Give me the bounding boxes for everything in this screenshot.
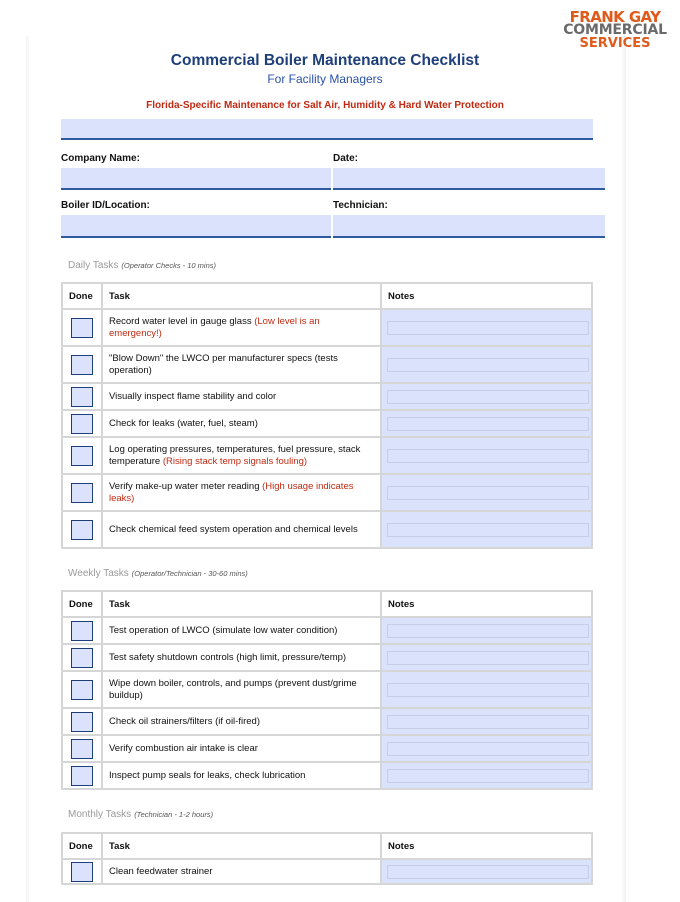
- done-checkbox[interactable]: [71, 387, 93, 407]
- task-cell: [102, 410, 381, 437]
- monthly-section-heading: [68, 809, 213, 820]
- company-name-field[interactable]: [61, 168, 331, 190]
- task-text: Clean feedwater strainer: [109, 865, 213, 877]
- task-text: Verify make-up water meter reading: [109, 480, 260, 492]
- florida-note: Florida-Specific Maintenance for Salt Air, Humidity & Hard Water Protection: [146, 100, 504, 111]
- notes-cell: [381, 346, 592, 383]
- date-label: Date:: [333, 153, 359, 164]
- notes-input[interactable]: [387, 390, 589, 404]
- done-cell: [62, 671, 102, 708]
- task-cell: [102, 511, 381, 548]
- task-row: [62, 671, 592, 708]
- task-cell: [102, 644, 381, 671]
- task-text: Visually inspect flame stability and color: [109, 390, 277, 402]
- task-cell: [102, 437, 381, 474]
- notes-cell: [381, 383, 592, 410]
- task-row: [62, 617, 592, 644]
- company-logo: [560, 8, 670, 51]
- notes-input[interactable]: [387, 449, 589, 463]
- done-checkbox[interactable]: [71, 712, 93, 732]
- done-checkbox[interactable]: [71, 621, 93, 641]
- technician-field[interactable]: [333, 215, 605, 238]
- task-text: "Blow Down" the LWCO per manufacturer specs (tests operation): [109, 352, 338, 376]
- task-cell: [102, 762, 381, 789]
- notes-input[interactable]: [387, 358, 589, 372]
- task-text: Verify combustion air intake is clear: [109, 742, 258, 754]
- task-cell: [102, 708, 381, 735]
- task-row: [62, 735, 592, 762]
- done-cell: [62, 708, 102, 735]
- done-cell: [62, 735, 102, 762]
- notes-cell: [381, 474, 592, 511]
- task-text: Record water level in gauge glass: [109, 315, 252, 327]
- notes-column-header: Notes: [381, 283, 592, 309]
- task-text: Log operating pressures, temperatures, fuel pressure, stack temperature: [109, 443, 361, 467]
- done-checkbox[interactable]: [71, 520, 93, 540]
- task-text: Test safety shutdown controls (high limit, pressure/temp): [109, 651, 347, 663]
- done-checkbox[interactable]: [71, 446, 93, 466]
- notes-cell: [381, 859, 592, 884]
- done-checkbox[interactable]: [71, 483, 93, 503]
- notes-input[interactable]: [387, 865, 589, 879]
- logo-line-3: SERVICES: [579, 36, 651, 51]
- daily-section-title: Daily Tasks: [68, 260, 119, 271]
- date-field[interactable]: [333, 168, 605, 190]
- daily-section-note: (Operator Checks - 10 mins): [121, 261, 217, 270]
- monthly-task-table: [61, 832, 593, 885]
- notes-cell: [381, 708, 592, 735]
- done-checkbox[interactable]: [71, 414, 93, 434]
- done-column-header: Done: [62, 833, 102, 859]
- notes-input[interactable]: [387, 486, 589, 500]
- task-cell: [102, 617, 381, 644]
- company-name-label: Company Name:: [61, 153, 140, 164]
- task-text: Inspect pump seals for leaks, check lubrication: [109, 769, 306, 781]
- task-cell: [102, 383, 381, 410]
- page-subtitle: For Facility Managers: [267, 72, 383, 86]
- task-row: [62, 346, 592, 383]
- task-row: [62, 708, 592, 735]
- notes-cell: [381, 309, 592, 346]
- task-cell: [102, 474, 381, 511]
- daily-task-table: [61, 282, 593, 549]
- task-text: Check for leaks (water, fuel, steam): [109, 417, 258, 429]
- task-warning: (Low level is an emergency!): [109, 315, 320, 339]
- task-row: [62, 437, 592, 474]
- monthly-section-title: Monthly Tasks: [68, 809, 132, 820]
- notes-cell: [381, 671, 592, 708]
- done-cell: [62, 644, 102, 671]
- weekly-section-note: (Operator/Technician - 30-60 mins): [131, 569, 248, 578]
- page-title: Commercial Boiler Maintenance Checklist: [170, 52, 480, 69]
- done-checkbox[interactable]: [71, 680, 93, 700]
- weekly-section-title: Weekly Tasks: [68, 568, 129, 579]
- logo-line-1: FRANK GAY: [569, 8, 661, 26]
- task-cell: [102, 671, 381, 708]
- daily-section-heading: [68, 260, 216, 271]
- done-checkbox[interactable]: [71, 739, 93, 759]
- task-column-header: Task: [102, 283, 381, 309]
- weekly-task-table: [61, 590, 593, 790]
- task-cell: [102, 309, 381, 346]
- notes-input[interactable]: [387, 715, 589, 729]
- task-text: Wipe down boiler, controls, and pumps (prevent dust/grime buildup): [109, 677, 357, 701]
- notes-column-header: Notes: [381, 833, 592, 859]
- done-checkbox[interactable]: [71, 862, 93, 882]
- notes-cell: [381, 511, 592, 548]
- page-edge-left: [26, 36, 29, 902]
- header-input-field[interactable]: [61, 119, 593, 140]
- done-checkbox[interactable]: [71, 318, 93, 338]
- notes-cell: [381, 762, 592, 789]
- notes-input[interactable]: [387, 742, 589, 756]
- done-cell: [62, 617, 102, 644]
- boiler-id-field[interactable]: [61, 215, 331, 238]
- task-cell: [102, 735, 381, 762]
- task-row: [62, 859, 592, 884]
- task-row: [62, 410, 592, 437]
- task-row: [62, 762, 592, 789]
- task-warning: (High usage indicates leaks): [109, 480, 354, 504]
- done-cell: [62, 309, 102, 346]
- task-cell: [102, 859, 381, 884]
- done-cell: [62, 346, 102, 383]
- task-row: [62, 474, 592, 511]
- done-cell: [62, 410, 102, 437]
- task-cell: [102, 346, 381, 383]
- notes-input[interactable]: [387, 624, 589, 638]
- task-row: [62, 309, 592, 346]
- task-warning: (Rising stack temp signals fouling): [162, 455, 308, 467]
- notes-input[interactable]: [387, 321, 589, 335]
- done-column-header: Done: [62, 283, 102, 309]
- done-cell: [62, 437, 102, 474]
- task-column-header: Task: [102, 591, 381, 617]
- done-column-header: Done: [62, 591, 102, 617]
- done-cell: [62, 859, 102, 884]
- notes-cell: [381, 437, 592, 474]
- done-checkbox[interactable]: [71, 355, 93, 375]
- notes-input[interactable]: [387, 683, 589, 697]
- done-cell: [62, 511, 102, 548]
- task-text: Check chemical feed system operation and chemical levels: [109, 523, 358, 535]
- notes-input[interactable]: [387, 651, 589, 665]
- notes-input[interactable]: [387, 417, 589, 431]
- task-row: [62, 383, 592, 410]
- technician-label: Technician:: [333, 200, 388, 211]
- notes-cell: [381, 735, 592, 762]
- notes-input[interactable]: [387, 523, 589, 537]
- logo-line-2: COMMERCIAL: [563, 22, 667, 38]
- done-checkbox[interactable]: [71, 766, 93, 786]
- task-row: [62, 644, 592, 671]
- task-column-header: Task: [102, 833, 381, 859]
- task-text: Check oil strainers/filters (if oil-fired): [109, 715, 260, 727]
- notes-column-header: Notes: [381, 591, 592, 617]
- notes-cell: [381, 410, 592, 437]
- done-cell: [62, 383, 102, 410]
- task-row: [62, 511, 592, 548]
- notes-cell: [381, 617, 592, 644]
- done-cell: [62, 474, 102, 511]
- done-cell: [62, 762, 102, 789]
- weekly-section-heading: [68, 568, 248, 579]
- notes-input[interactable]: [387, 769, 589, 783]
- notes-cell: [381, 644, 592, 671]
- done-checkbox[interactable]: [71, 648, 93, 668]
- page-edge-right: [622, 36, 626, 902]
- boiler-id-label: Boiler ID/Location:: [61, 200, 150, 211]
- task-text: Test operation of LWCO (simulate low water condition): [109, 624, 338, 636]
- monthly-section-note: (Technician - 1-2 hours): [134, 810, 214, 819]
